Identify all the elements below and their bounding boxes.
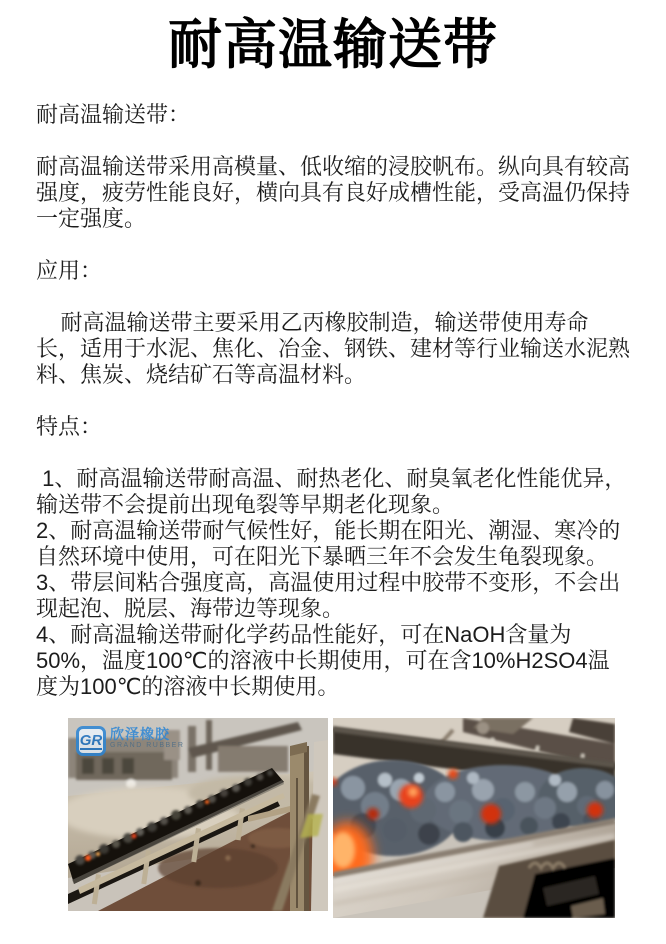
photo-conveyor-plant bbox=[68, 718, 328, 911]
article-body bbox=[36, 102, 630, 700]
brand-name-en: GRAND RUBBER bbox=[110, 742, 185, 749]
logo-monogram: GR bbox=[79, 731, 103, 749]
photo-row bbox=[68, 718, 615, 918]
hot-material-illustration bbox=[333, 718, 615, 918]
features-label: 特点： bbox=[36, 414, 103, 439]
brand-watermark bbox=[76, 726, 184, 756]
features-list bbox=[36, 466, 630, 700]
feature-item-2: 2、耐高温输送带耐气候性好，能长期在阳光、潮湿、寒冷的自然环境中使用，可在阳光下暴晒三年不会发生龟裂现象。 bbox=[36, 518, 621, 569]
feature-item-4: 4、耐高温输送带耐化学药品性能好，可在NaOH含量为50%，温度100℃的溶液中长期使用，可在含10%H2SO4温度为100℃的溶液中长期使用。 bbox=[36, 622, 610, 699]
product-page bbox=[0, 14, 666, 944]
application-paragraph: 耐高温输送带主要采用乙丙橡胶制造，输送带使用寿命长，适用于水泥、焦化、冶金、钢铁、建材等行业输送水泥熟料、焦炭、烧结矿石等高温材料。 bbox=[36, 310, 631, 387]
brand-watermark-text bbox=[110, 726, 184, 750]
feature-item-1: 1、耐高温输送带耐高温、耐热老化、耐臭氧老化性能优异，输送带不会提前出现龟裂等早期老化现象。 bbox=[36, 466, 627, 517]
page-title: 耐高温输送带 bbox=[168, 15, 498, 75]
feature-item-3: 3、带层间粘合强度高，高温使用过程中胶带不变形，不会出现起泡、脱层、海带边等现象。 bbox=[36, 570, 621, 621]
grand-rubber-logo-icon bbox=[76, 726, 106, 756]
intro-paragraph: 耐高温输送带采用高模量、低收缩的浸胶帆布。纵向具有较高强度，疲劳性能良好，横向具有良好成槽性能，受高温仍保持一定强度。 bbox=[36, 154, 631, 231]
intro-label: 耐高温输送带： bbox=[36, 102, 191, 127]
photo-hot-material-closeup bbox=[333, 718, 615, 918]
application-label: 应用： bbox=[36, 258, 103, 283]
brand-name-cn: 欣泽橡胶 bbox=[110, 726, 170, 742]
